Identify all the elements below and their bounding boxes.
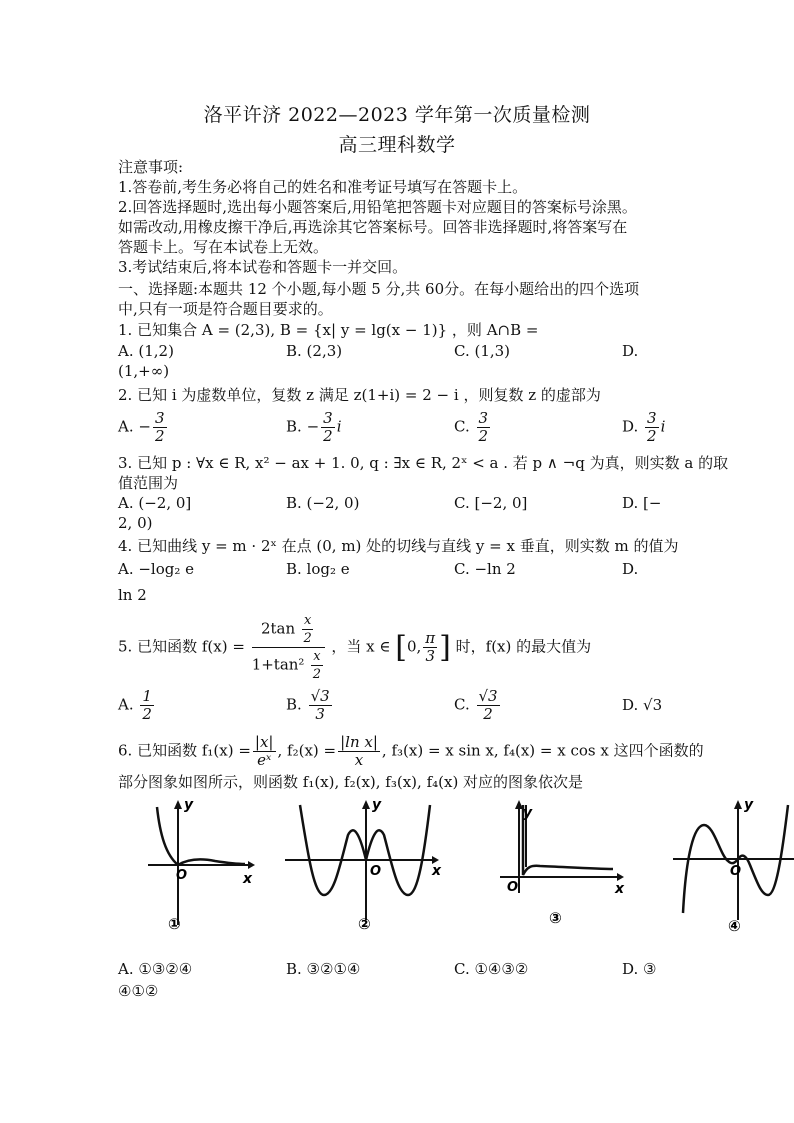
q6-graph-2 — [280, 795, 445, 935]
q3-option-a: A. (−2, 0] — [118, 494, 192, 512]
axis-x-label: x — [243, 871, 253, 887]
q1-stem: 1. 已知集合 A = (2,3), B = {x| y = lg(x − 1)} ，则 A∩B = — [118, 321, 539, 339]
q3-option-b: B. (−2, 0) — [286, 494, 360, 512]
q5-option-c: C. $\frac{√3}{2}$ — [454, 687, 498, 723]
origin-label: O — [730, 864, 742, 879]
q4-option-d-value: ln 2 — [118, 586, 147, 604]
axis-y-label: y — [523, 805, 533, 821]
graph-label: ① — [168, 915, 181, 933]
fraction: $\frac{3}{2}$ — [154, 409, 165, 445]
axis-y-label: y — [744, 797, 754, 813]
axis-x-label: x — [615, 881, 625, 897]
q6-option-d: D. ③ — [622, 960, 657, 978]
q5-option-b: B. $\frac{√3}{3}$ — [286, 687, 330, 723]
q6-stem: 6. 已知函数 f₁(x) = $\frac{|x|}{\text{eˣ}}$ , f₂(x) = $\frac{\text{|ln x|}}{x}$ , f₃(x) = x sin x, f₄(x) = x cos x 这四个函数的 — [118, 733, 704, 769]
q3-option-c: C. [−2, 0] — [454, 494, 528, 512]
q3-stem: 3. 已知 p : ∀x ∈ R, x² − ax + 1. 0, q : ∃x ∈ R, 2ˣ < a . 若 p ∧ ¬q 为真，则实数 a 的取 — [118, 454, 729, 472]
q2-option-d: D. $\frac{3}{2}$ i — [622, 409, 666, 445]
q6-option-b: B. ③②①④ — [286, 960, 361, 978]
origin-label: O — [507, 880, 519, 895]
notice-item: 2.回答选择题时,选出每小题答案后,用铅笔把答题卡对应题目的答案标号涂黑。 — [118, 198, 637, 216]
section-heading-cont: 中,只有一项是符合题目要求的。 — [118, 300, 333, 318]
q6-option-d-value: ④①② — [118, 982, 159, 1000]
q6-stem-cont: 部分图象如图所示，则函数 f₁(x), f₂(x), f₃(x), f₄(x) 对应的图象依次是 — [118, 773, 584, 791]
q2-stem: 2. 已知 i 为虚数单位，复数 z 满足 z(1+i) = 2 − i ，则复数 z 的虚部为 — [118, 386, 601, 404]
q1-option-a: A. (1,2) — [118, 342, 174, 360]
q6-graph-3 — [495, 795, 630, 935]
q1-option-b: B. (2,3) — [286, 342, 343, 360]
q5-option-d: D. √3 — [622, 696, 663, 714]
exam-subtitle: 高三理科数学 — [338, 134, 456, 156]
q4-option-c: C. −ln 2 — [454, 560, 516, 578]
q6-option-a: A. ①③②④ — [118, 960, 193, 978]
q1-option-d-value: (1,+∞) — [118, 362, 170, 380]
axis-x-label: x — [432, 863, 442, 879]
notice-item: 答题卡上。写在本试卷上无效。 — [118, 238, 329, 256]
q3-option-d: D. [− — [622, 494, 662, 512]
notice-item: 如需改动,用橡皮擦干净后,再选涂其它答案标号。回答非选择题时,将答案写在 — [118, 218, 628, 236]
fraction: $\frac{3}{2}$ — [647, 409, 657, 445]
q4-stem: 4. 已知曲线 y = m · 2ˣ 在点 (0, m) 处的切线与直线 y = x 垂直，则实数 m 的值为 — [118, 537, 679, 555]
q6-graph-4 — [668, 795, 794, 940]
q2-option-a: A. − $\frac{3}{2}$ — [118, 409, 165, 445]
q6-option-c: C. ①④③② — [454, 960, 529, 978]
q5-stem: 5. 已知函数 f(x) = 2tan $\frac{x}{2}$ 1+tan² $\frac{x}{2}$ ，当 x ∈ [0, $\frac{\pi}{3}$ ] 时，f(x) 的最大值为 — [118, 613, 592, 682]
graph-label: ② — [358, 915, 371, 933]
q1-option-d: D. — [622, 342, 639, 360]
q3-stem-cont: 值范围为 — [118, 474, 179, 492]
q4-option-b: B. log₂ e — [286, 560, 350, 578]
graph-label: ④ — [728, 917, 741, 935]
origin-label: O — [176, 868, 188, 883]
axis-y-label: y — [184, 797, 194, 813]
q6-graph-1 — [140, 795, 260, 935]
q5-option-a: A. $\frac{1}{2}$ — [118, 687, 152, 723]
q4-option-a: A. −log₂ e — [118, 560, 195, 578]
fraction: $\frac{3}{2}$ — [478, 409, 489, 445]
notice-item: 1.答卷前,考生务必将自己的姓名和准考证号填写在答题卡上。 — [118, 178, 528, 196]
section-heading: 一、选择题:本题共 12 个小题,每小题 5 分,共 60分。在每小题给出的四个选项 — [118, 280, 640, 298]
fraction: $\frac{3}{2}$ — [323, 409, 333, 445]
q2-option-b: B. − $\frac{3}{2}$ i — [286, 409, 342, 445]
graph-label: ③ — [549, 909, 562, 927]
function-fraction: 2tan $\frac{x}{2}$ 1+tan² $\frac{x}{2}$ — [252, 612, 325, 683]
notice-item: 3.考试结束后,将本试卷和答题卡一并交回。 — [118, 258, 408, 276]
exam-title: 洛平许济 2022—2023 学年第一次质量检测 — [203, 104, 591, 126]
notice-heading: 注意事项: — [118, 158, 184, 176]
q4-option-d: D. — [622, 560, 639, 578]
q3-option-d-value: 2, 0) — [118, 514, 153, 532]
origin-label: O — [370, 864, 382, 879]
axis-y-label: y — [372, 797, 382, 813]
q2-option-c: C. $\frac{3}{2}$ — [454, 409, 489, 445]
q1-option-c: C. (1,3) — [454, 342, 511, 360]
